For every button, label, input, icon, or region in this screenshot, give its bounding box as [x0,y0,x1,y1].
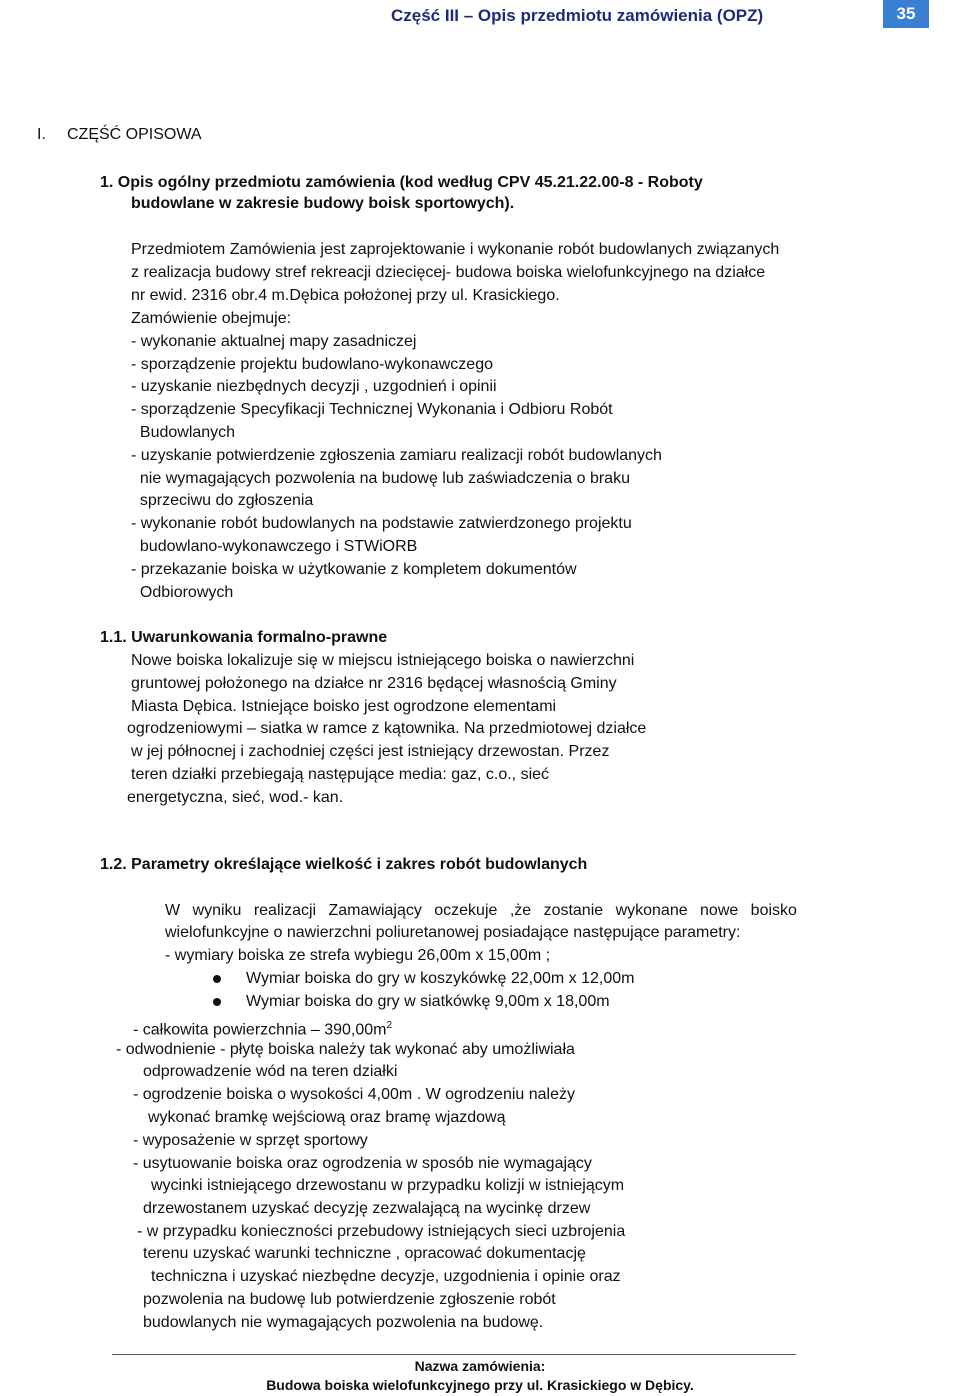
bullet-item: Wymiar boiska do gry w koszykówkę 22,00m x 12,00m [246,970,635,987]
scope-item-continuation: Budowlanych [131,424,236,441]
formal-line: Miasta Dębica. Istniejące boisko jest ogrodzone elementami [131,698,557,715]
scope-item: - wykonanie robót budowlanych na podstawie zatwierdzonego projektu [131,515,632,532]
parameter-item-continuation: wykonać bramkę wejściową oraz bramę wjazdową [148,1109,506,1126]
footer-divider [112,1354,796,1355]
scope-item-continuation: Odbiorowych [131,584,234,601]
formal-line: gruntowej położonego na działce nr 2316 będącej własnością Gminy [131,675,617,692]
scope-item: - uzyskanie potwierdzenie zgłoszenia zamiaru realizacji robót budowlanych [131,447,662,464]
bullet-icon [213,998,221,1006]
parameter-item-continuation: drzewostanem uzyskać decyzję zezwalającą na wycinkę drzew [143,1200,591,1217]
document-header-title: Część III – Opis przedmiotu zamówienia (OPZ) [391,6,764,25]
parameter-item-continuation: wycinki istniejącego drzewostanu w przypadku kolizji w istniejącym [151,1177,625,1194]
subsection-1-heading-line2: budowlane w zakresie budowy boisk sportowych). [131,195,515,212]
section-title: CZĘŚĆ OPISOWA [67,126,202,143]
parameter-item: - usytuowanie boiska oraz ogrodzenia w sposób nie wymagający [133,1155,592,1172]
scope-item: - sporządzenie projektu budowlano-wykonawczego [131,356,493,373]
subsection-1-1-heading: 1.1. Uwarunkowania formalno-prawne [100,629,388,646]
parameter-item: - w przypadku konieczności przebudowy istniejących sieci uzbrojenia [137,1223,626,1240]
word: nowe [700,902,739,919]
parameter-item-continuation: terenu uzyskać warunki techniczne , opracować dokumentację [143,1245,586,1262]
word: Zamawiający [328,902,422,919]
intro-line: nr ewid. 2316 obr.4 m.Dębica położonej przy ul. Krasickiego. [131,287,560,304]
section-number: I. [37,126,46,143]
word: boisko [750,902,797,919]
formal-line: teren działki przebiegają następujące media: gaz, c.o., sieć [131,766,550,783]
word: W [165,902,181,919]
formal-line: w jej północnej i zachodniej części jest istniejący drzewostan. Przez [131,743,610,760]
parameter-item-continuation: odprowadzenie wód na teren działki [143,1063,398,1080]
scope-item: - wykonanie aktualnej mapy zasadniczej [131,333,417,350]
area-superscript: 2 [386,1020,393,1031]
word: wyniku [192,902,242,919]
scope-item: - uzyskanie niezbędnych decyzji , uzgodnień i opinii [131,378,497,395]
area-text: - całkowita powierzchnia – 390,00m [133,1021,387,1039]
bullet-icon [213,975,221,983]
parameter-item: - ogrodzenie boiska o wysokości 4,00m . W ogrodzeniu należy [133,1086,575,1103]
scope-item-continuation: sprzeciwu do zgłoszenia [131,492,314,509]
intro-line: z realizacja budowy stref rekreacji dziecięcej- budowa boiska wielofunkcyjnego na działce [131,264,766,281]
formal-line: energetyczna, sieć, wod.- kan. [127,789,344,806]
subsection-1-2-heading: 1.2. Parametry określające wielkość i zakres robót budowlanych [100,856,588,873]
parameter-item-continuation: budowlanych nie wymagających pozwolenia na budowę. [143,1314,544,1331]
parameter-item-continuation: pozwolenia na budowę lub potwierdzenie zgłoszenie robót [143,1291,556,1308]
scope-item-continuation: nie wymagających pozwolenia na budowę lub zaświadczenia o braku [131,470,630,487]
formal-line: ogrodzeniowymi – siatka w ramce z kątownika. Na przedmiotowej działce [127,720,647,737]
parameter-item-continuation: techniczna i uzyskać niezbędne decyzje, uzgodnienia i opinie oraz [151,1268,621,1285]
word: zostanie [543,902,604,919]
word: ,że [509,902,532,919]
word: wykonane [615,902,688,919]
intro-line: Przedmiotem Zamówienia jest zaprojektowanie i wykonanie robót budowlanych związanych [131,241,780,258]
bullet-item: Wymiar boiska do gry w siatkówkę 9,00m x 18,00m [246,993,610,1010]
footer-project-name: Budowa boiska wielofunkcyjnego przy ul. Krasickiego w Dębicy. [266,1377,694,1393]
parameter-area [133,1016,392,1040]
word: oczekuje [434,902,498,919]
parameters-intro-line2: wielofunkcyjne o nawierzchni poliuretanowej posiadające następujące parametry: [165,924,741,941]
scope-item-continuation: budowlano-wykonawczego i STWiORB [131,538,418,555]
word: realizacji [253,902,317,919]
parameters-intro-line1 [165,901,797,921]
parameter-dimensions: - wymiary boiska ze strefa wybiegu 26,00m x 15,00m ; [165,947,551,964]
scope-item: - sporządzenie Specyfikacji Technicznej Wykonania i Odbioru Robót [131,401,613,418]
formal-line: Nowe boiska lokalizuje się w miejscu istniejącego boiska o nawierzchni [131,652,635,669]
scope-item: - przekazanie boiska w użytkowanie z kompletem dokumentów [131,561,577,578]
subsection-1-heading-line1: 1. Opis ogólny przedmiotu zamówienia (kod według CPV 45.21.22.00-8 - Roboty [100,174,703,191]
parameter-item: - odwodnienie - płytę boiska należy tak wykonać aby umożliwiała [116,1041,575,1058]
scope-heading: Zamówienie obejmuje: [131,310,292,327]
parameter-item: - wyposażenie w sprzęt sportowy [133,1132,368,1149]
footer-label: Nazwa zamówienia: [414,1358,546,1374]
page-number-badge: 35 [883,0,929,28]
